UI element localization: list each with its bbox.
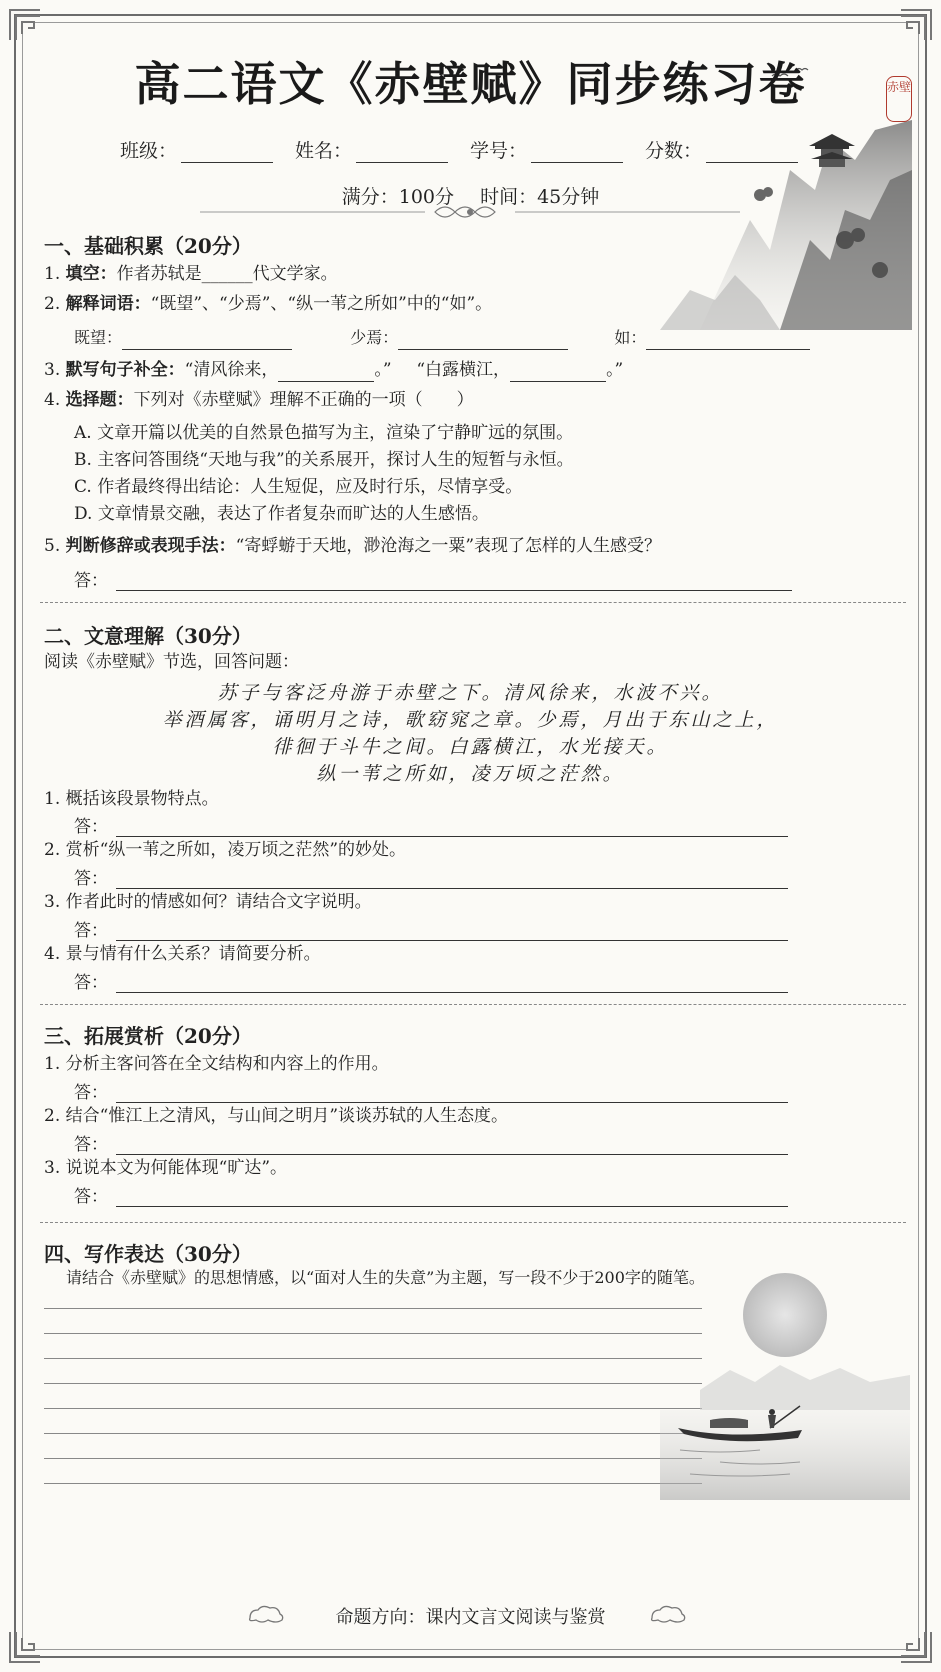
answer-1-5 <box>74 566 792 591</box>
question-3-3: 3. 说说本文为何能体现“旷达”。 <box>44 1158 288 1178</box>
writing-line[interactable] <box>44 1408 702 1409</box>
exam-time: 时间：45分钟 <box>480 186 600 208</box>
answer-3-2 <box>74 1130 788 1155</box>
q-text: “既望”、“少焉”、“纵一苇之所如”中的“如”。 <box>150 294 493 314</box>
answer-label: 答： <box>74 921 108 941</box>
title-divider-ornament <box>200 200 740 224</box>
q-text: 。” <box>374 360 392 380</box>
question-1-1 <box>44 262 338 286</box>
ru-label: 如： <box>614 328 647 347</box>
q-text: “寄蜉蝣于天地，渺沧海之一粟”表现了怎样的人生感受？ <box>235 536 662 556</box>
corner-ornament-icon <box>899 8 933 42</box>
answer-line[interactable] <box>116 1188 788 1207</box>
poem-line: 纵一苇之所如，凌万顷之茫然。 <box>316 763 625 785</box>
cloud-ornament-icon <box>648 1604 688 1626</box>
answer-2-1 <box>74 812 788 837</box>
answer-line[interactable] <box>116 572 792 591</box>
q-num: 2. <box>44 294 61 314</box>
red-seal-stamp: 赤壁 <box>886 76 912 122</box>
score-field[interactable] <box>645 136 798 163</box>
answer-label: 答： <box>74 1187 108 1207</box>
q-text: 下列对《赤壁赋》理解不正确的一项（ ） <box>133 390 474 410</box>
full-score: 满分：100分 <box>341 186 455 208</box>
q-type: 判断修辞或表现手法： <box>65 536 236 556</box>
question-3-1: 1. 分析主客问答在全文结构和内容上的作用。 <box>44 1054 389 1074</box>
name-field[interactable] <box>295 136 448 163</box>
answer-3-3 <box>74 1182 788 1207</box>
writing-line[interactable] <box>44 1383 702 1384</box>
answer-line[interactable] <box>116 818 788 837</box>
q-text: “清风徐来， <box>184 360 279 380</box>
option-b[interactable]: B. 主客问答围绕“天地与我”的关系展开，探讨人生的短暂与永恒。 <box>74 450 574 470</box>
answer-line[interactable] <box>116 1136 788 1155</box>
score-blank[interactable] <box>706 142 798 163</box>
section-divider <box>40 1004 906 1005</box>
q-num: 5. <box>44 536 61 556</box>
poem-line: 苏子与客泛舟游于赤壁之下。清风徐来，水波不兴。 <box>217 682 724 704</box>
moon-boat-illustration <box>660 1270 910 1500</box>
class-label: 班级： <box>120 140 178 162</box>
class-field[interactable] <box>120 136 273 163</box>
answer-3-1 <box>74 1078 788 1103</box>
section-3-title: 三、拓展赏析（20分） <box>44 1024 252 1048</box>
writing-line[interactable] <box>44 1433 702 1434</box>
q-num: 3. <box>44 360 61 380</box>
jiwang-label: 既望： <box>74 328 123 347</box>
q-type: 默写句子补全： <box>65 360 185 380</box>
question-1-4 <box>44 388 474 412</box>
q-num: 4. <box>44 390 61 410</box>
id-blank[interactable] <box>531 142 623 163</box>
jiwang-blank[interactable] <box>122 331 292 350</box>
question-1-3 <box>44 358 623 382</box>
writing-line[interactable] <box>44 1358 702 1359</box>
name-blank[interactable] <box>356 142 448 163</box>
writing-line[interactable] <box>44 1483 702 1484</box>
writing-line[interactable] <box>44 1458 702 1459</box>
class-blank[interactable] <box>181 142 273 163</box>
q-text: 作者苏轼是______代文学家。 <box>116 264 338 284</box>
corner-ornament-icon <box>899 1630 933 1664</box>
answer-line[interactable] <box>116 922 788 941</box>
option-a[interactable]: A. 文章开篇以优美的自然景色描写为主，渲染了宁静旷远的氛围。 <box>74 423 574 443</box>
answer-label: 答： <box>74 869 108 889</box>
writing-line[interactable] <box>44 1333 702 1334</box>
q-num: 1. <box>44 264 61 284</box>
question-2-4: 4. 景与情有什么关系？请简要分析。 <box>44 944 321 964</box>
answer-line[interactable] <box>116 974 788 993</box>
corner-ornament-icon <box>8 1630 42 1664</box>
answer-label: 答： <box>74 1135 108 1155</box>
page-title: 高二语文《赤壁赋》同步练习卷 <box>134 57 807 111</box>
q-text: 。” <box>606 360 624 380</box>
answer-label: 答： <box>74 1083 108 1103</box>
q-text: “白露横江， <box>416 360 511 380</box>
answer-line[interactable] <box>116 870 788 889</box>
corner-ornament-icon <box>8 8 42 42</box>
fill-blank-1[interactable] <box>278 363 374 382</box>
answer-line[interactable] <box>116 1084 788 1103</box>
shaoyan-label: 少焉： <box>350 328 399 347</box>
section-1-title: 一、基础积累（20分） <box>44 234 252 258</box>
section-divider <box>40 602 906 603</box>
question-2-1: 1. 概括该段景物特点。 <box>44 789 219 809</box>
answer-label: 答： <box>74 817 108 837</box>
ru-blank[interactable] <box>646 331 810 350</box>
id-label: 学号： <box>470 140 528 162</box>
answer-2-3 <box>74 916 788 941</box>
fill-blank-2[interactable] <box>510 363 606 382</box>
footer-note: 命题方向：课内文言文阅读与鉴赏 <box>335 1607 606 1628</box>
option-c[interactable]: C. 作者最终得出结论：人生短促，应及时行乐，尽情享受。 <box>74 477 523 497</box>
question-1-5 <box>44 534 661 558</box>
student-id-field[interactable] <box>470 136 623 163</box>
option-d[interactable]: D. 文章情景交融，表达了作者复杂而旷达的人生感悟。 <box>74 504 489 524</box>
shaoyan-blank[interactable] <box>398 331 568 350</box>
question-1-2-blanks <box>74 326 810 350</box>
answer-2-2 <box>74 864 788 889</box>
section-divider <box>40 1222 906 1223</box>
score-label: 分数： <box>645 140 703 162</box>
student-info-row <box>120 136 820 163</box>
q-type: 解释词语： <box>65 294 151 314</box>
section-4-title: 四、写作表达（30分） <box>44 1242 252 1266</box>
poem-line: 徘徊于斗牛之间。白露横江，水光接天。 <box>272 736 669 758</box>
writing-prompt: 请结合《赤壁赋》的思想情感，以“面对人生的失意”为主题，写一段不少于200字的随笔。 <box>66 1268 705 1287</box>
answer-2-4 <box>74 968 788 993</box>
reading-intro: 阅读《赤壁赋》节选，回答问题： <box>44 652 299 672</box>
q-type: 填空： <box>65 264 117 284</box>
question-2-2: 2. 赏析“纵一苇之所如，凌万顷之茫然”的妙处。 <box>44 840 407 860</box>
poem-line: 举酒属客，诵明月之诗，歌窈窕之章。少焉，月出于东山之上， <box>162 709 779 731</box>
name-label: 姓名： <box>295 140 353 162</box>
section-2-title: 二、文意理解（30分） <box>44 624 252 648</box>
answer-label: 答： <box>74 571 108 591</box>
question-2-3: 3. 作者此时的情感如何？请结合文字说明。 <box>44 892 372 912</box>
question-3-2: 2. 结合“惟江上之清风，与山间之明月”谈谈苏轼的人生态度。 <box>44 1106 509 1126</box>
writing-line[interactable] <box>44 1308 702 1309</box>
answer-label: 答： <box>74 973 108 993</box>
q-type: 选择题： <box>65 390 134 410</box>
question-1-2 <box>44 292 492 316</box>
